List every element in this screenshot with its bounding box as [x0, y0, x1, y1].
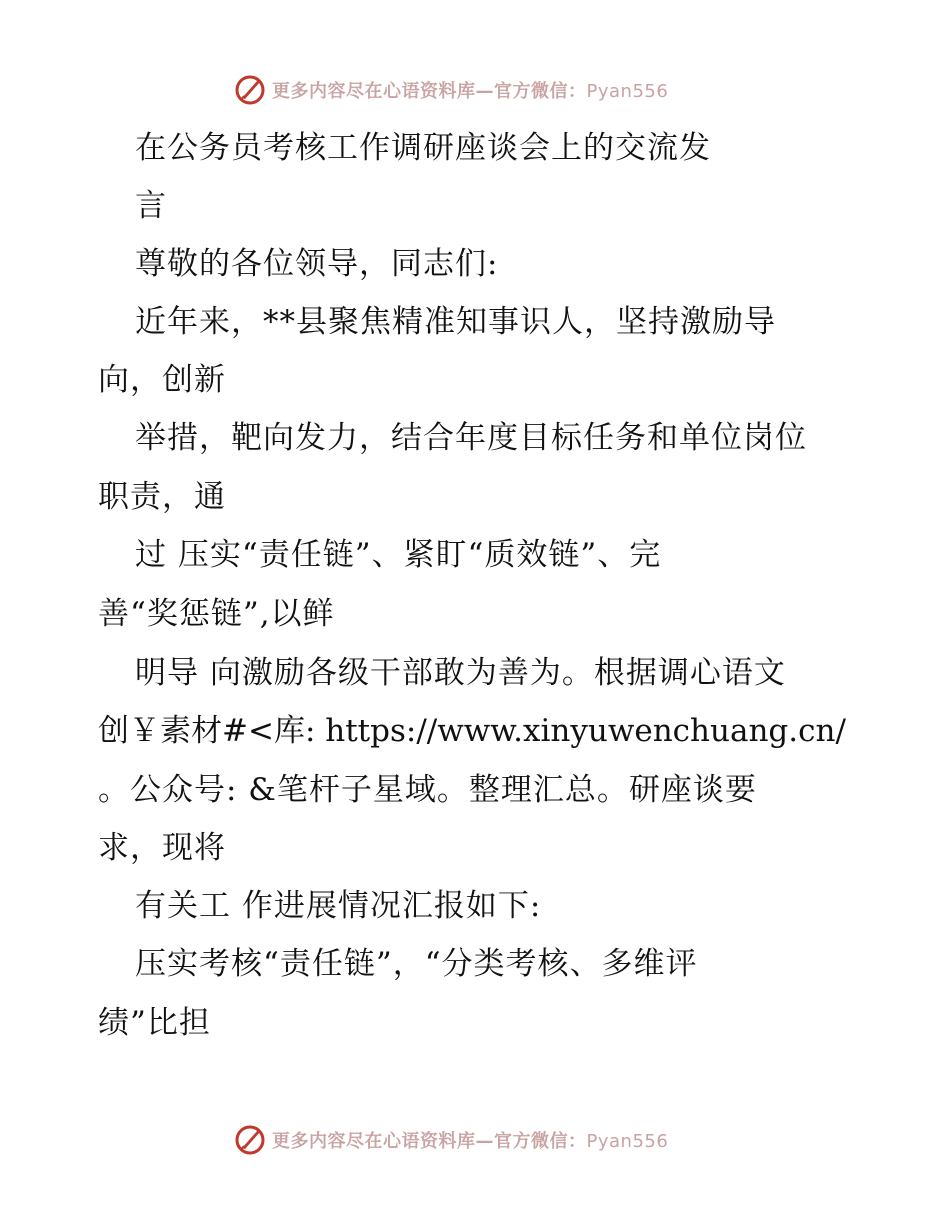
- doc-line: 求，现将: [98, 830, 226, 866]
- doc-line: 向，创新: [98, 362, 226, 398]
- footer-banner-label: 更多内容尽在心语资料库—官方微信：: [272, 1131, 587, 1152]
- footer-banner-id: Pyan556: [586, 1131, 669, 1152]
- doc-line: 善“奖惩链”,以鲜: [98, 596, 335, 632]
- header-banner: [232, 70, 752, 110]
- header-banner-id: Pyan556: [586, 81, 669, 102]
- doc-line: 言: [135, 188, 167, 224]
- footer-banner-text: [272, 1127, 668, 1153]
- doc-line: 尊敬的各位领导，同志们:: [135, 246, 499, 282]
- doc-line: 举措，靶向发力，结合年度目标任务和单位岗位: [135, 420, 807, 456]
- doc-line: 压实考核“责任链”，“分类考核、多维评: [135, 946, 698, 982]
- doc-line: 创￥素材#<库: https://www.xinyuwenchuang.cn/: [98, 713, 846, 749]
- doc-line: 明导 向激励各级干部敢为善为。根据调心语文: [135, 655, 786, 691]
- doc-line: 过 压实“责任链”、紧盯“质效链”、完: [135, 537, 662, 573]
- doc-line: 在公务员考核工作调研座谈会上的交流发: [135, 130, 711, 166]
- quill-seal-logo-icon: [232, 1122, 268, 1158]
- header-banner-text: [272, 77, 668, 103]
- doc-line: 。公众号: &笔杆子星域。整理汇总。研座谈要: [98, 772, 757, 808]
- doc-line: 绩”比担: [98, 1005, 211, 1041]
- doc-line: 职责，通: [98, 479, 226, 515]
- footer-banner: [232, 1120, 752, 1160]
- header-banner-label: 更多内容尽在心语资料库—官方微信：: [272, 81, 587, 102]
- doc-line: 近年来，**县聚焦精准知事识人，坚持激励导: [135, 304, 776, 340]
- quill-seal-logo-icon: [232, 72, 268, 108]
- doc-line: 有关工 作进展情况汇报如下:: [135, 888, 542, 924]
